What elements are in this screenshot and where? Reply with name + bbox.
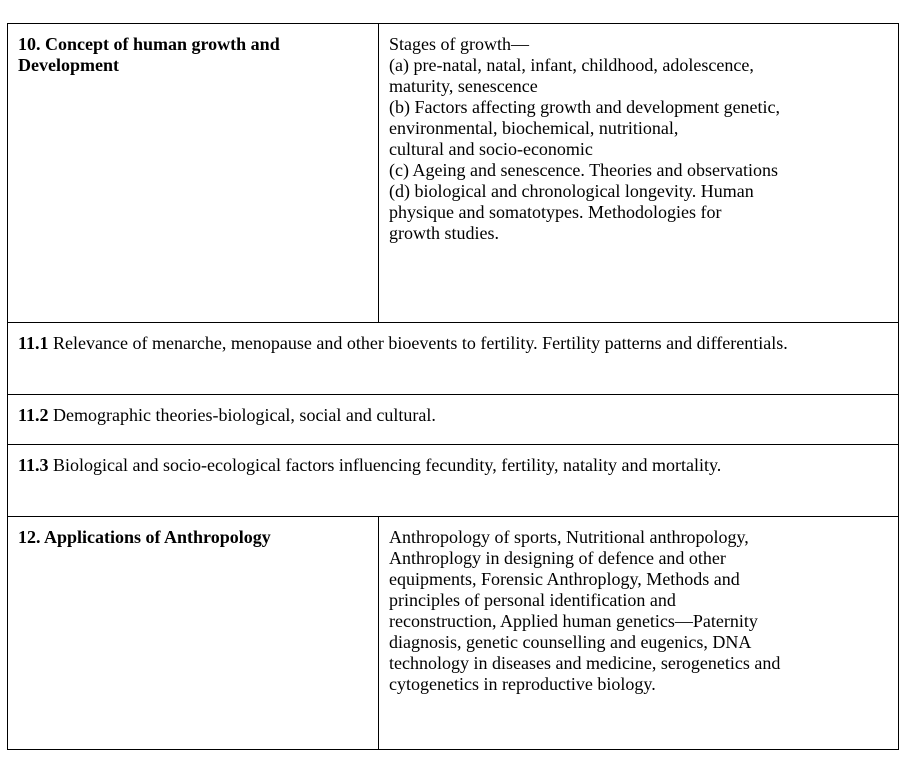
detail-line: environmental, biochemical, nutritional, (389, 118, 679, 138)
topic-heading-cell (8, 517, 379, 750)
detail-line: (c) Ageing and senescence. Theories and observations (389, 160, 779, 180)
detail-line: cytogenetics in reproductive biology. (389, 674, 656, 694)
subtopic-number: 11.1 (18, 333, 49, 353)
subtopic-text: Relevance of menarche, menopause and other bioevents to fertility. Fertility patterns and differentials. (48, 333, 788, 353)
detail-line: (b) Factors affecting growth and development genetic, (389, 97, 781, 117)
table-row (8, 445, 899, 517)
syllabus-table (7, 23, 899, 750)
table-row (8, 323, 899, 395)
subtopic-number: 11.2 (18, 405, 49, 425)
subtopic-cell (8, 323, 899, 395)
detail-line: (d) biological and chronological longevity. Human (389, 181, 754, 201)
detail-line: reconstruction, Applied human genetics—Paternity (389, 611, 758, 631)
table-row (8, 395, 899, 445)
subtopic-cell (8, 445, 899, 517)
topic-details-cell (379, 24, 899, 323)
detail-line: cultural and socio-economic (389, 139, 593, 159)
detail-line: Stages of growth— (389, 34, 529, 54)
detail-line: equipments, Forensic Anthroplogy, Methods and (389, 569, 740, 589)
topic-heading: 10. Concept of human growth and Development (18, 34, 280, 75)
detail-line: (a) pre-natal, natal, infant, childhood, adolescence, (389, 55, 754, 75)
topic-details-cell (379, 517, 899, 750)
topic-heading-cell (8, 24, 379, 323)
subtopic-number: 11.3 (18, 455, 49, 475)
subtopic-cell (8, 395, 899, 445)
topic-heading: 12. Applications of Anthropology (18, 527, 271, 547)
subtopic-text: Demographic theories-biological, social and cultural. (48, 405, 436, 425)
detail-line: principles of personal identification and (389, 590, 676, 610)
table-row (8, 517, 899, 750)
detail-line: diagnosis, genetic counselling and eugenics, DNA (389, 632, 752, 652)
detail-line: maturity, senescence (389, 76, 538, 96)
detail-line: growth studies. (389, 223, 499, 243)
table-row (8, 24, 899, 323)
detail-line: physique and somatotypes. Methodologies for (389, 202, 722, 222)
detail-line: technology in diseases and medicine, serogenetics and (389, 653, 781, 673)
subtopic-text: Biological and socio-ecological factors influencing fecundity, fertility, natality and mortality. (48, 455, 722, 475)
detail-line: Anthropology of sports, Nutritional anthropology, (389, 527, 749, 547)
detail-line: Anthroplogy in designing of defence and other (389, 548, 726, 568)
